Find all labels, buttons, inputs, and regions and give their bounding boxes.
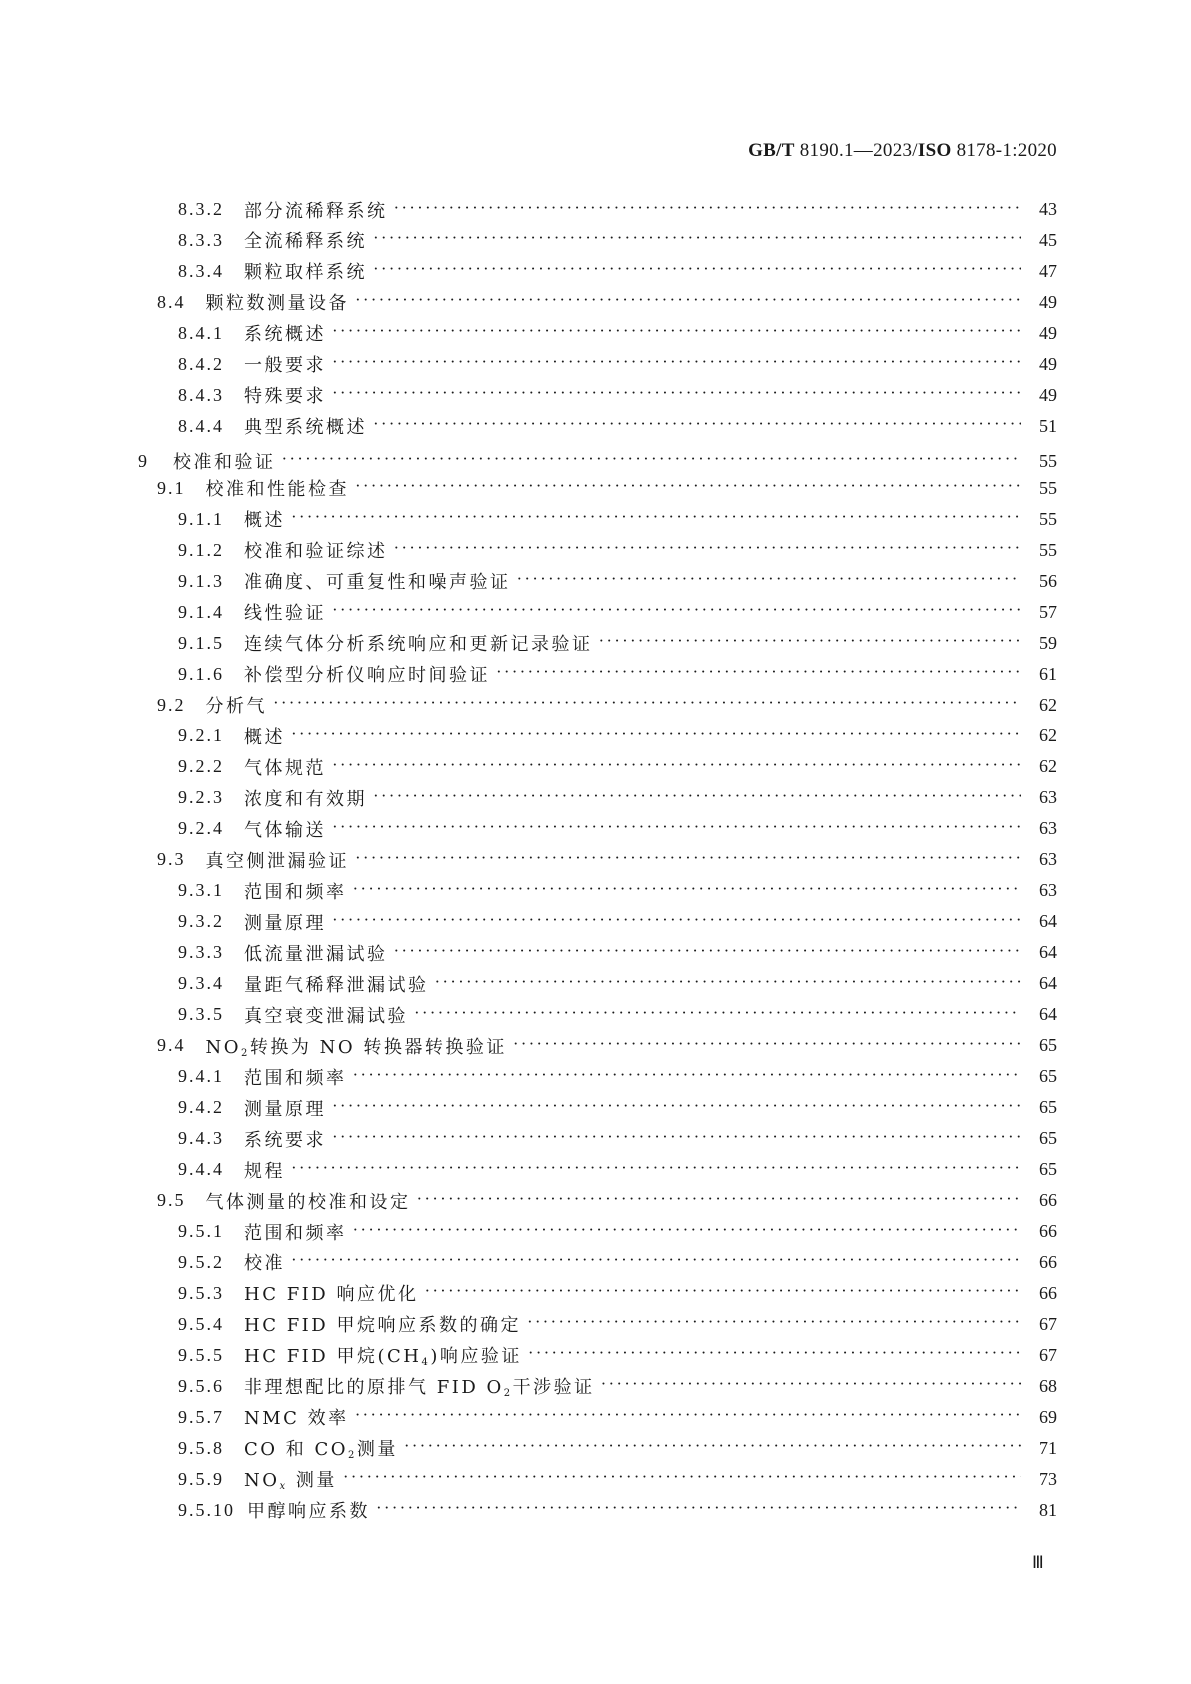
toc-entry-number: 9.5.10 [178, 1499, 235, 1520]
toc-entry-title: 范围和频率 [244, 881, 347, 903]
toc-entry-title-part: )响应验证 [430, 1346, 522, 1368]
toc-entry-title: 范围和频率 [244, 1067, 347, 1089]
toc-entry-number: 9.4.3 [178, 1128, 224, 1149]
toc-entry-page: 65 [1039, 1097, 1057, 1118]
toc-entry[interactable] [178, 1371, 1057, 1402]
toc-entry-page: 64 [1039, 911, 1057, 932]
toc-entry-page: 67 [1039, 1344, 1057, 1365]
toc-entry-title: 测量原理 [244, 1098, 326, 1120]
toc-leader-dots [291, 509, 1021, 529]
toc-entry[interactable] [157, 287, 1057, 318]
toc-entry-title: 真空侧泄漏验证 [205, 850, 349, 872]
toc-entry-page: 65 [1039, 1159, 1057, 1180]
toc-entry-number: 9.4 [157, 1035, 186, 1056]
toc-entry-title [244, 1373, 595, 1399]
toc-entry-number: 8.3.4 [178, 260, 224, 281]
toc-entry-title: 补偿型分析仪响应时间验证 [244, 665, 490, 687]
toc-entry-page: 68 [1039, 1375, 1057, 1396]
toc-entry-number: 8.4.4 [178, 415, 224, 436]
toc-leader-dots [355, 1407, 1021, 1427]
toc-entry-title: 低流量泄漏试验 [244, 943, 388, 965]
toc-entry[interactable] [178, 380, 1057, 411]
toc-leader-dots [496, 664, 1021, 684]
toc-entry-page: 49 [1039, 384, 1057, 405]
toc-entry-subscript: 4 [421, 1357, 431, 1369]
toc-entry[interactable] [178, 225, 1057, 256]
toc-entry-title: 范围和频率 [244, 1222, 347, 1244]
toc-entry-number: 9.5.8 [178, 1437, 224, 1458]
toc-entry[interactable] [178, 194, 1057, 225]
toc-entry-number: 9.5.4 [178, 1313, 224, 1334]
toc-entry-subscript: 2 [241, 1047, 250, 1059]
toc-entry-number: 9.5 [157, 1190, 186, 1211]
toc-entry[interactable] [178, 1092, 1057, 1123]
toc-entry-number: 9.5.3 [178, 1282, 224, 1303]
toc-entry-number: 9.1.3 [178, 570, 224, 591]
toc-leader-dots [355, 850, 1021, 870]
toc-entry-number: 9.4.1 [178, 1066, 224, 1087]
toc-entry-number: 9.1.6 [178, 663, 224, 684]
toc-leader-dots [435, 974, 1022, 994]
toc-entry[interactable] [178, 1123, 1057, 1154]
toc-entry-title: 气体输送 [244, 819, 326, 841]
toc-entry[interactable] [157, 1185, 1057, 1216]
toc-entry[interactable] [178, 1495, 1057, 1526]
toc-entry[interactable] [178, 1154, 1057, 1185]
toc-entry-title [244, 1435, 398, 1461]
toc-leader-dots [373, 261, 1021, 281]
toc-entry-title: 校准和验证综述 [244, 541, 388, 563]
toc-entry[interactable] [178, 875, 1057, 906]
toc-entry-title [244, 1466, 337, 1492]
toc-leader-dots [394, 200, 1022, 220]
toc-entry[interactable] [178, 504, 1057, 535]
toc-leader-dots [417, 1191, 1022, 1211]
toc-entry-number: 8.4.1 [178, 322, 224, 343]
toc-entry-page: 65 [1039, 1128, 1057, 1149]
toc-entry-title: 一般要求 [244, 355, 326, 377]
toc-entry-number: 9.4.4 [178, 1159, 224, 1180]
toc-leader-dots [332, 602, 1021, 622]
toc-leader-dots [414, 1005, 1021, 1025]
toc-entry-number: 8.4 [157, 291, 186, 312]
toc-leader-dots [373, 416, 1021, 436]
toc-entry-number: 9.3 [157, 849, 186, 870]
toc-entry[interactable] [178, 1216, 1057, 1247]
toc-leader-dots [601, 1376, 1021, 1396]
toc-entry-number: 9.5.9 [178, 1468, 224, 1489]
toc-leader-dots [528, 1345, 1021, 1365]
toc-leader-dots [332, 819, 1021, 839]
toc-entry-title: 全流稀释系统 [244, 231, 367, 253]
toc-entry-number: 8.3.3 [178, 229, 224, 250]
toc-entry-page: 49 [1039, 291, 1057, 312]
toc-entry-number: 8.4.3 [178, 384, 224, 405]
toc-entry-number: 9.3.4 [178, 973, 224, 994]
toc-entry-title: 气体规范 [244, 757, 326, 779]
toc-entry-title: 校准和性能检查 [205, 479, 349, 501]
toc-entry-number: 8.4.2 [178, 353, 224, 374]
toc-entry[interactable] [178, 999, 1057, 1030]
toc-leader-dots [332, 912, 1021, 932]
toc-entry[interactable] [178, 1061, 1057, 1092]
toc-entry-page: 56 [1039, 570, 1057, 591]
toc-entry-title: NMC 效率 [244, 1408, 349, 1430]
toc-entry-page: 49 [1039, 322, 1057, 343]
toc-entry[interactable] [178, 782, 1057, 813]
toc-entry-page: 65 [1039, 1035, 1057, 1056]
toc-entry[interactable] [178, 349, 1057, 380]
toc-entry-title: 系统概述 [244, 324, 326, 346]
page-number: Ⅲ [1032, 1553, 1044, 1572]
toc-entry-page: 66 [1039, 1221, 1057, 1241]
toc-entry-number: 9.1.5 [178, 632, 224, 653]
toc-entry[interactable] [178, 1464, 1057, 1495]
toc-entry[interactable] [157, 1030, 1057, 1061]
toc-entry[interactable] [178, 628, 1057, 659]
toc-leader-dots [273, 695, 1021, 715]
toc-entry-title: 校准和验证 [173, 452, 276, 474]
toc-entry-title: 测量原理 [244, 912, 326, 934]
toc-entry-page: 45 [1039, 229, 1057, 250]
toc-entry-number: 9.2.3 [178, 787, 224, 808]
toc-entry-title-part: 测量 [356, 1439, 398, 1461]
toc-entry[interactable] [157, 690, 1057, 721]
toc-entry[interactable] [178, 1309, 1057, 1340]
toc-entry[interactable] [178, 535, 1057, 566]
toc-entry-title: 概述 [244, 726, 285, 748]
toc-entry-page: 73 [1039, 1468, 1057, 1489]
toc-entry[interactable] [178, 720, 1057, 751]
iso-prefix: ISO [917, 140, 952, 161]
toc-leader-dots [355, 478, 1021, 498]
toc-leader-dots [332, 757, 1021, 777]
toc-entry-page: 49 [1039, 353, 1057, 374]
toc-entry-page: 66 [1039, 1251, 1057, 1272]
toc-entry-title [206, 1033, 507, 1059]
toc-leader-dots [291, 1252, 1021, 1272]
toc-entry[interactable] [178, 813, 1057, 844]
toc-entry-number: 9.2.1 [178, 725, 224, 746]
toc-leader-dots [355, 292, 1021, 312]
toc-entry-number: 8.3.2 [178, 199, 224, 219]
toc-entry-page: 67 [1039, 1313, 1057, 1334]
toc-entry-page: 47 [1039, 260, 1057, 281]
toc-entry-page: 55 [1039, 450, 1057, 471]
toc-entry-title-part: 转换为 NO 转换器转换验证 [249, 1036, 507, 1058]
toc-entry-title: 分析气 [205, 696, 267, 718]
toc-entry-title-part: 测量 [287, 1470, 337, 1492]
toc-entry-number: 9.5.2 [178, 1251, 224, 1272]
toc-entry-page: 43 [1039, 199, 1057, 219]
toc-entry[interactable] [178, 659, 1057, 690]
toc-entry-title: 典型系统概述 [244, 417, 367, 439]
toc-entry-page: 71 [1039, 1437, 1057, 1458]
toc-entry-page: 55 [1039, 477, 1057, 498]
toc-entry-title: 连续气体分析系统响应和更新记录验证 [244, 634, 593, 656]
toc-entry-title: 量距气稀释泄漏试验 [244, 974, 429, 996]
toc-entry-title: 气体测量的校准和设定 [205, 1191, 411, 1213]
toc-entry[interactable] [178, 937, 1057, 968]
toc-leader-dots [353, 1222, 1022, 1242]
toc-entry-page: 62 [1039, 694, 1057, 715]
toc-entry-title: HC FID 响应优化 [244, 1284, 419, 1306]
toc-entry[interactable] [178, 411, 1057, 442]
toc-entry-page: 55 [1039, 508, 1057, 529]
toc-entry-title: 概述 [244, 510, 285, 532]
toc-entry[interactable] [178, 968, 1057, 999]
toc-entry-title: 颗粒取样系统 [244, 262, 367, 284]
toc-entry[interactable] [178, 566, 1057, 597]
toc-entry[interactable] [178, 318, 1057, 349]
toc-entry-page: 66 [1039, 1282, 1057, 1303]
toc-entry-title-part: 干涉验证 [512, 1377, 595, 1399]
toc-leader-dots [343, 1469, 1021, 1489]
toc-entry-title: 颗粒数测量设备 [205, 293, 349, 315]
toc-entry[interactable] [178, 1402, 1057, 1433]
toc-entry-page: 63 [1039, 880, 1057, 901]
toc-entry-page: 66 [1039, 1190, 1057, 1211]
toc-entry-number: 9.3.5 [178, 1004, 224, 1025]
toc-entry-page: 63 [1039, 818, 1057, 839]
toc-leader-dots [291, 1160, 1021, 1180]
toc-entry-number: 9.5.5 [178, 1344, 224, 1365]
toc-entry-title: HC FID 甲烷响应系数的确定 [244, 1315, 521, 1337]
toc-leader-dots [404, 1438, 1021, 1458]
toc-entry-page: 64 [1039, 1004, 1057, 1025]
toc-leader-dots [332, 1129, 1021, 1149]
toc-leader-dots [373, 230, 1021, 250]
toc-entry-number: 9.1 [157, 477, 186, 498]
toc-entry-page: 62 [1039, 756, 1057, 777]
toc-entry-page: 57 [1039, 601, 1057, 622]
iso-number: 8178-1:2020 [951, 140, 1057, 161]
toc-entry[interactable] [157, 844, 1057, 875]
toc-entry[interactable] [178, 906, 1057, 937]
toc-leader-dots [373, 788, 1021, 808]
toc-entry-title-part: 非理想配比的原排气 FID O [244, 1377, 504, 1399]
toc-entry-page: 63 [1039, 787, 1057, 808]
toc-entry-number: 9.5.6 [178, 1375, 224, 1396]
toc-leader-dots [424, 1283, 1021, 1303]
toc-leader-dots [599, 633, 1022, 653]
toc-entry-title: 规程 [244, 1160, 285, 1182]
toc-entry-title: 准确度、可重复性和噪声验证 [244, 572, 511, 594]
toc-entry-number: 9.2.2 [178, 756, 224, 777]
toc-entry[interactable] [178, 1247, 1057, 1278]
toc-entry-number: 9.1.1 [178, 508, 224, 529]
toc-leader-dots [332, 354, 1021, 374]
toc-entry-page: 69 [1039, 1406, 1057, 1427]
toc-entry-title-part: NO [205, 1036, 242, 1058]
toc-entry-title: 真空衰变泄漏试验 [244, 1005, 408, 1027]
toc-entry-number: 9.4.2 [178, 1097, 224, 1118]
toc-entry-title [244, 1342, 522, 1368]
toc-entry-number: 9.1.2 [178, 539, 224, 560]
toc-entry[interactable] [157, 473, 1057, 504]
toc-leader-dots [353, 1067, 1022, 1087]
toc-entry-title-part: CO 和 CO [244, 1439, 349, 1461]
toc-leader-dots [394, 540, 1022, 560]
toc-entry[interactable] [178, 1340, 1057, 1371]
toc-leader-dots [282, 451, 1022, 471]
standard-prefix: GB/T [748, 140, 795, 161]
toc-entry-page: 64 [1039, 942, 1057, 963]
toc-leader-dots [394, 943, 1022, 963]
toc-entry-number: 9.2 [157, 694, 186, 715]
toc-entry-number: 9.3.1 [178, 880, 224, 901]
toc-entry[interactable] [178, 597, 1057, 628]
toc-leader-dots [513, 1036, 1021, 1056]
toc-entry-title: 系统要求 [244, 1129, 326, 1151]
toc-entry-number: 9 [138, 450, 149, 471]
toc-entry-page: 62 [1039, 725, 1057, 746]
toc-entry-title: 浓度和有效期 [244, 788, 367, 810]
toc-entry-page: 59 [1039, 632, 1057, 653]
toc-leader-dots [517, 571, 1022, 591]
toc-leader-dots [376, 1500, 1021, 1520]
toc-entry-number: 9.1.4 [178, 601, 224, 622]
toc-entry-page: 81 [1039, 1499, 1057, 1520]
toc-entry[interactable] [178, 1278, 1057, 1309]
toc-leader-dots [332, 1098, 1021, 1118]
toc-entry-subscript: 2 [503, 1388, 513, 1400]
toc-entry-subscript: x [279, 1481, 288, 1493]
toc-entry-page: 65 [1039, 1066, 1057, 1087]
toc-entry-number: 9.5.7 [178, 1406, 224, 1427]
toc-entry-title-part: HC FID 甲烷(CH [244, 1346, 422, 1368]
toc-entry[interactable] [178, 256, 1057, 287]
standard-number: 8190.1—2023/ [794, 140, 918, 161]
toc-entry-page: 51 [1039, 415, 1057, 436]
toc-leader-dots [527, 1314, 1021, 1334]
toc-leader-dots [332, 323, 1021, 343]
toc-entry-number: 9.3.2 [178, 911, 224, 932]
toc-entry-title-part: NO [244, 1470, 280, 1492]
toc-entry[interactable] [178, 1433, 1057, 1464]
document-code-header [748, 140, 1057, 162]
toc-entry[interactable] [178, 751, 1057, 782]
toc-leader-dots [332, 385, 1021, 405]
toc-entry-title: 特殊要求 [244, 386, 326, 408]
toc-entry-title: 校准 [244, 1253, 285, 1275]
toc-entry-page: 61 [1039, 663, 1057, 684]
toc-entry-page: 55 [1039, 539, 1057, 560]
toc-entry-title: 线性验证 [244, 603, 326, 625]
toc-entry-number: 9.3.3 [178, 942, 224, 963]
toc-entry-page: 63 [1039, 849, 1057, 870]
toc-leader-dots [353, 881, 1022, 901]
toc-entry-subscript: 2 [348, 1450, 357, 1462]
toc-leader-dots [291, 726, 1021, 746]
toc-entry-number: 9.2.4 [178, 818, 224, 839]
toc-entry-title: 甲醇响应系数 [247, 1501, 370, 1523]
toc-entry-number: 9.5.1 [178, 1221, 224, 1241]
toc-entry-title: 部分流稀释系统 [244, 200, 388, 222]
toc-entry-page: 64 [1039, 973, 1057, 994]
